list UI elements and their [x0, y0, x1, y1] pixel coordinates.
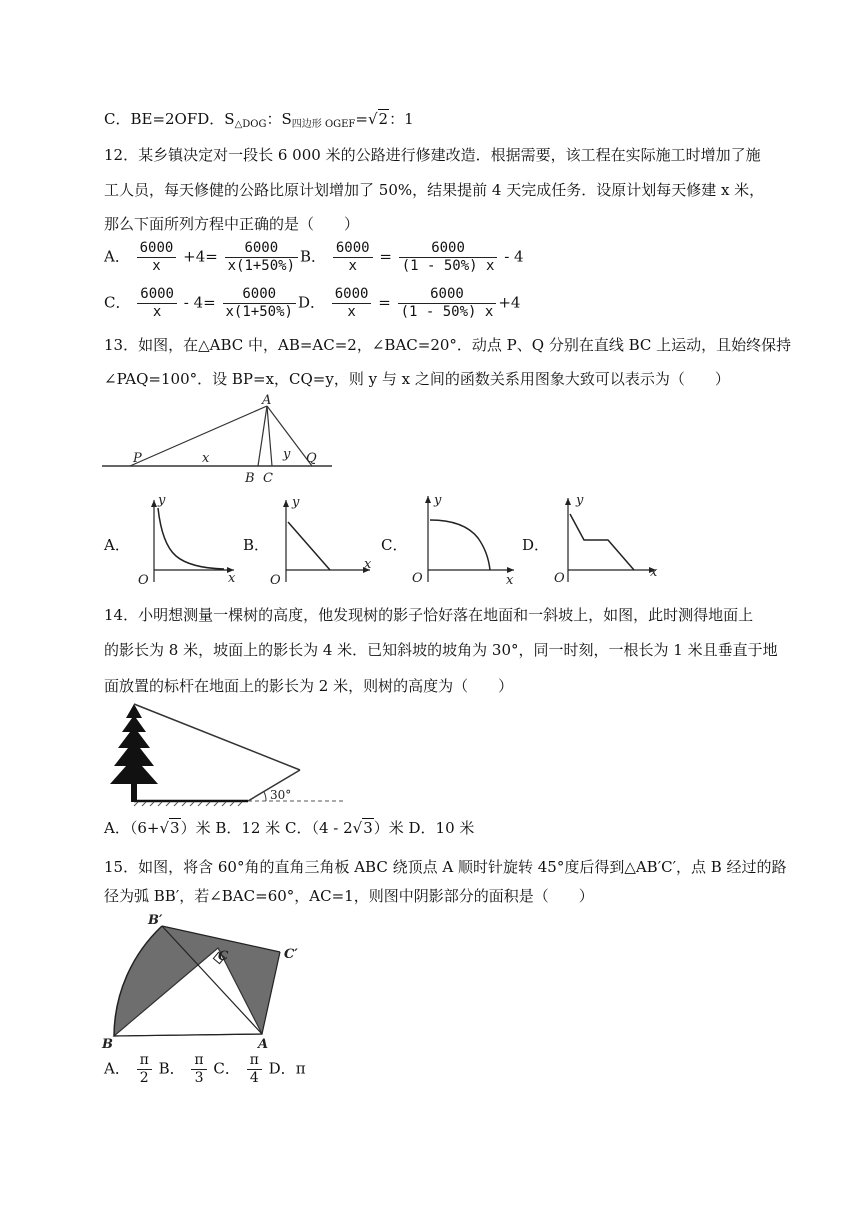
- q12-d-frac2: $\frac{6000}{(1 - 50\%) x}$: [398, 286, 497, 321]
- curve-hyperbola: [158, 508, 224, 569]
- q12-c-mid: - 4=: [183, 293, 216, 312]
- sqrt-icon: √: [159, 819, 170, 837]
- q12-c-frac1: $\frac{6000}{x}$: [137, 286, 177, 321]
- q11-c-tail: ：1: [389, 110, 414, 128]
- q11-c-eq: =: [355, 110, 368, 128]
- label-a: A: [262, 393, 272, 408]
- q15-b-label: B．: [158, 1059, 185, 1078]
- q15-a-label: A．: [104, 1059, 130, 1078]
- svg-text:x: x: [364, 557, 372, 572]
- sqrt-icon: √: [367, 110, 378, 128]
- q13-graph-d: [546, 492, 660, 586]
- q14-answer-a: A．（6+: [104, 819, 160, 837]
- q15-line2: 径为弧 BB′，若∠BAC=60°，AC=1，则图中阴影部分的面积是（ ）: [104, 887, 594, 905]
- q11-c-mid: ：S: [266, 110, 292, 128]
- svg-text:x: x: [228, 571, 236, 586]
- line-decreasing: [288, 522, 330, 570]
- q12-b-mid: =: [379, 247, 392, 266]
- svg-text:C′: C′: [284, 947, 298, 962]
- q13-line2: ∠PAQ=100°．设 BP=x，CQ=y，则 y 与 x 之间的函数关系用图象大致可以表示为（ ）: [104, 370, 730, 388]
- q12-line1: 12．某乡镇决定对一段长 6 000 米的公路进行修建改造．根据需要，该工程在实际施工时增加了施: [104, 146, 761, 164]
- svg-text:y: y: [576, 493, 584, 508]
- q11-c-sub2: 四边形 OGEF: [291, 119, 356, 130]
- sqrt-icon: √: [352, 819, 363, 837]
- ground-hatching: [134, 802, 242, 806]
- svg-text:x: x: [650, 565, 658, 580]
- q12-a-mid: +4=: [183, 247, 218, 266]
- q12-b-tail: - 4: [504, 247, 524, 266]
- label-q: Q: [306, 451, 317, 466]
- svg-text:x: x: [506, 573, 514, 586]
- svg-text:y: y: [434, 493, 442, 508]
- q12-a-label: A．: [104, 247, 130, 266]
- svg-text:O: O: [138, 573, 149, 586]
- svg-text:O: O: [412, 571, 423, 586]
- polyline-piecewise: [570, 514, 634, 570]
- q12-option-cd: [104, 286, 520, 321]
- q15-answers: [104, 1052, 306, 1087]
- q14-answers: [104, 818, 474, 838]
- q13-option-c-label: C．: [381, 536, 408, 554]
- q12-c-label: C．: [104, 293, 131, 312]
- q14-a-root: 3: [170, 819, 180, 837]
- svg-text:B: B: [102, 1037, 113, 1052]
- q13-graph-a: [126, 494, 238, 586]
- q12-a-frac2: $\frac{6000}{x(1+50\%)}$: [225, 240, 298, 275]
- q12-d-tail: +4: [498, 293, 521, 312]
- label-x: x: [202, 451, 210, 466]
- q13-line1: 13．如图，在△ABC 中，AB=AC=2，∠BAC=20°．动点 P、Q 分别在直线 BC 上运动，且始终保持: [104, 336, 792, 354]
- sun-ray-line: [134, 704, 300, 770]
- segment-pa: [130, 406, 267, 466]
- svg-text:B′: B′: [148, 913, 163, 928]
- q13-triangle-figure: [100, 392, 340, 488]
- q12-b-frac1: $\frac{6000}{x}$: [333, 240, 373, 275]
- q11-c-sub1: △DOG: [234, 119, 267, 130]
- label-y: y: [283, 447, 291, 462]
- q12-option-ab: [104, 240, 524, 275]
- label-p: P: [133, 451, 142, 466]
- svg-text:O: O: [554, 571, 565, 586]
- angle-label: 30°: [270, 788, 292, 802]
- q12-a-frac1: $\frac{6000}{x}$: [137, 240, 177, 275]
- q12-b-label: B．: [300, 247, 327, 266]
- q12-d-mid: =: [378, 293, 391, 312]
- q15-d-value: π: [295, 1059, 306, 1078]
- q13-option-b-label: B．: [243, 536, 270, 554]
- q13-option-a-label: A．: [104, 536, 130, 554]
- q15-a-frac: $\frac{\pi}{2}$: [137, 1052, 152, 1087]
- svg-text:O: O: [270, 573, 281, 586]
- q12-c-frac2: $\frac{6000}{x(1+50\%)}$: [223, 286, 296, 321]
- q14-line2: 的影长为 8 米，坡面上的影长为 4 米．已知斜坡的坡角为 30°，同一时刻，一根长为 1 米且垂直于地: [104, 641, 778, 659]
- q14-answer-cd: ）米 D．10 米: [373, 819, 475, 837]
- q15-b-frac: $\frac{\pi}{3}$: [191, 1052, 206, 1087]
- svg-text:C: C: [218, 949, 229, 964]
- segment-ab: [258, 406, 267, 466]
- q13-graph-c: [402, 490, 518, 586]
- q14-line3: 面放置的标杆在地面上的影长为 2 米，则树的高度为（ ）: [104, 677, 514, 695]
- q14-line1: 14．小明想测量一棵树的高度，他发现树的影子恰好落在地面和一斜坡上，如图，此时测得地面上: [104, 606, 754, 624]
- q12-d-label: D．: [297, 293, 325, 312]
- q14-answer-bc: ）米 B．12 米 C．（4 - 2: [180, 819, 353, 837]
- q15-d-label: D．: [268, 1059, 296, 1078]
- label-c: C: [263, 471, 273, 486]
- tree-icon: [110, 704, 158, 784]
- q12-line2: 工人员，每天修健的公路比原计划增加了 50%，结果提前 4 天完成任务．设原计划每天修建 x 米，: [104, 181, 765, 199]
- svg-text:y: y: [292, 495, 300, 510]
- q12-b-frac2: $\frac{6000}{(1 - 50\%) x}$: [399, 240, 498, 275]
- q14-c-root: 3: [363, 819, 373, 837]
- q15-rotation-figure: [100, 910, 310, 1052]
- label-b: B: [245, 471, 255, 486]
- q12-d-frac1: $\frac{6000}{x}$: [332, 286, 372, 321]
- segment-ac: [267, 406, 272, 466]
- q11-c-root: 2: [378, 110, 389, 128]
- q13-option-d-label: D．: [522, 536, 550, 554]
- q11-option-c: [104, 109, 414, 135]
- q11-c-text: C．BE=2OFD．S: [104, 110, 235, 128]
- q13-graph-b: [262, 494, 374, 586]
- svg-text:A: A: [258, 1037, 269, 1052]
- q15-line1: 15．如图，将含 60°角的直角三角板 ABC 绕顶点 A 顺时针旋转 45°度后得到△AB′C′，点 B 经过的路: [104, 858, 787, 876]
- q15-c-label: C．: [213, 1059, 240, 1078]
- q12-line3: 那么下面所列方程中正确的是（ ）: [104, 215, 360, 233]
- q14-tree-figure: [104, 700, 348, 808]
- curve-quarter: [430, 520, 490, 570]
- q15-c-frac: $\frac{\pi}{4}$: [247, 1052, 262, 1087]
- svg-text:y: y: [158, 494, 166, 508]
